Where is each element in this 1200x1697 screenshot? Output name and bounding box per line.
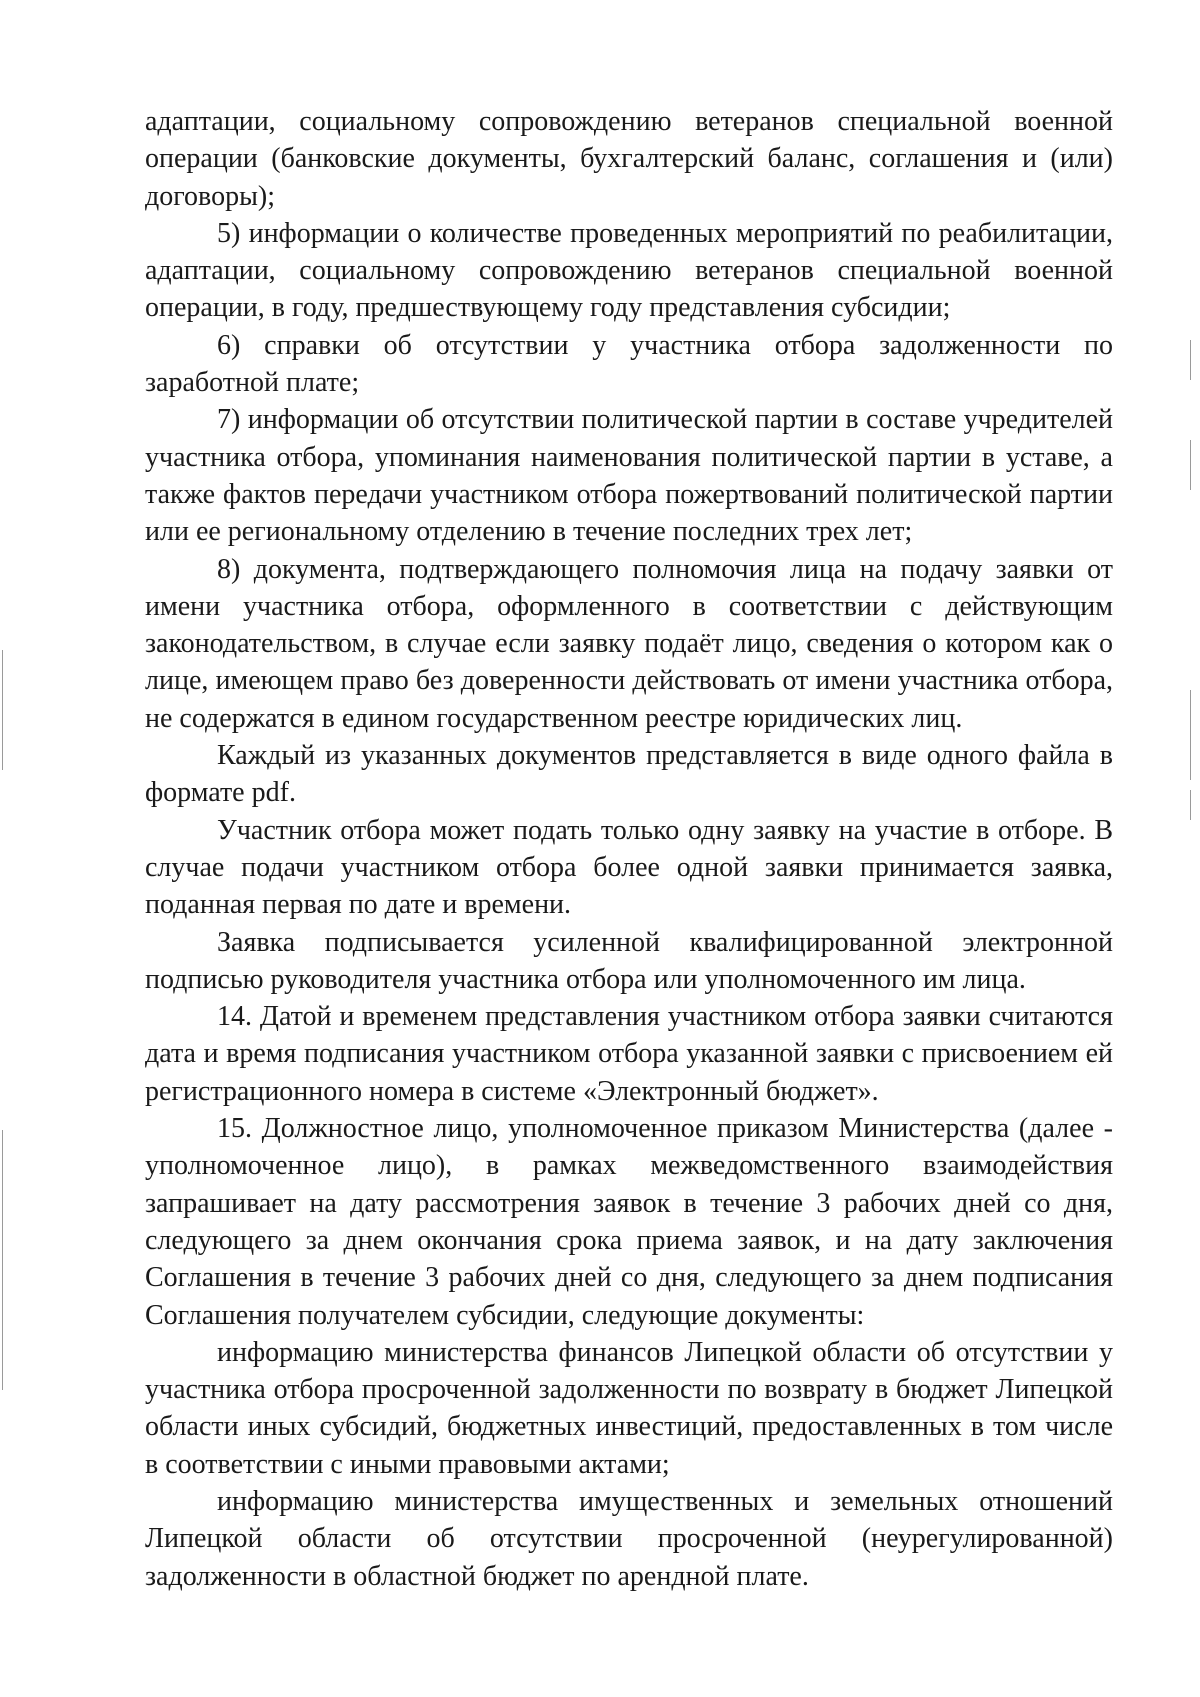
paragraph-item-5: 5) информации о количестве проведенных мероприятий по реабилитации, адаптации, социальному сопровождению ветеранов специальной военной операции, в году, предшествующему году представления субсидии; <box>145 217 1113 324</box>
scan-edge-right-d <box>1190 790 1191 820</box>
scan-edge-right-a <box>1190 340 1191 380</box>
paragraph-item-7: 7) информации об отсутствии политической партии в составе учредителей участника отбора, упоминания наименования политической партии в уставе, а также фактов передачи участником отбора пожертвований политической партии или ее региональному отделению в течение последних трех лет; <box>145 404 1113 548</box>
paragraph-clause-15: 15. Должностное лицо, уполномоченное приказом Министерства (далее - уполномоченное лицо), в рамках межведомственного взаимодействия запрашивает на дату рассмотрения заявок в течение 3 рабочих дней со дня, следующего за днем окончания срока приема заявок, и на дату заключения Соглашения в течение 3 рабочих дней со дня, следующего за днем подписания Соглашения получателем субсидии, следующие документы: <box>145 1113 1113 1331</box>
scan-edge-left-top <box>2 650 3 770</box>
document-body <box>145 103 1113 1595</box>
paragraph-continuation: адаптации, социальному сопровождению ветеранов специальной военной операции (банковские документы, бухгалтерский баланс, соглашения и (или) договоры); <box>145 106 1113 212</box>
scan-edge-right-b <box>1190 440 1191 490</box>
paragraph-single-application: Участник отбора может подать только одну заявку на участие в отборе. В случае подачи участником отбора более одной заявки принимается заявка, поданная первая по дате и времени. <box>145 814 1113 921</box>
scan-edge-left-bottom <box>2 1130 3 1390</box>
paragraph-item-6: 6) справки об отсутствии у участника отбора задолженности по заработной плате; <box>145 329 1113 399</box>
paragraph-finance-ministry-info: информацию министерства финансов Липецкой области об отсутствии у участника отбора просроченной задолженности по возврату в бюджет Липецкой области иных субсидий, бюджетных инвестиций, предоставленных в том числе в соответствии с иными правовыми актами; <box>145 1336 1113 1480</box>
paragraph-signature: Заявка подписывается усиленной квалифицированной электронной подписью руководителя участника отбора или уполномоченного им лица. <box>145 926 1113 995</box>
paragraph-file-format: Каждый из указанных документов представляется в виде одного файла в формате pdf. <box>145 740 1113 809</box>
paragraph-item-8: 8) документа, подтверждающего полномочия лица на подачу заявки от имени участника отбора, оформленного в соответствии с действующим законодательством, в случае если заявку подаёт лицо, сведения о котором как о лице, имеющем право без доверенности действовать от имени участника отбора, не содержатся в едином государственном реестре юридических лиц. <box>145 553 1113 734</box>
paragraph-property-ministry-info: информацию министерства имущественных и земельных отношений Липецкой области об отсутствии просроченной (неурегулированной) задолженности в областной бюджет по арендной плате. <box>145 1485 1113 1592</box>
scan-edge-right-c <box>1190 690 1191 780</box>
paragraph-clause-14: 14. Датой и временем представления участником отбора заявки считаются дата и время подписания участником отбора указанной заявки с присвоением ей регистрационного номера в системе «Электронный бюджет». <box>145 1001 1113 1107</box>
